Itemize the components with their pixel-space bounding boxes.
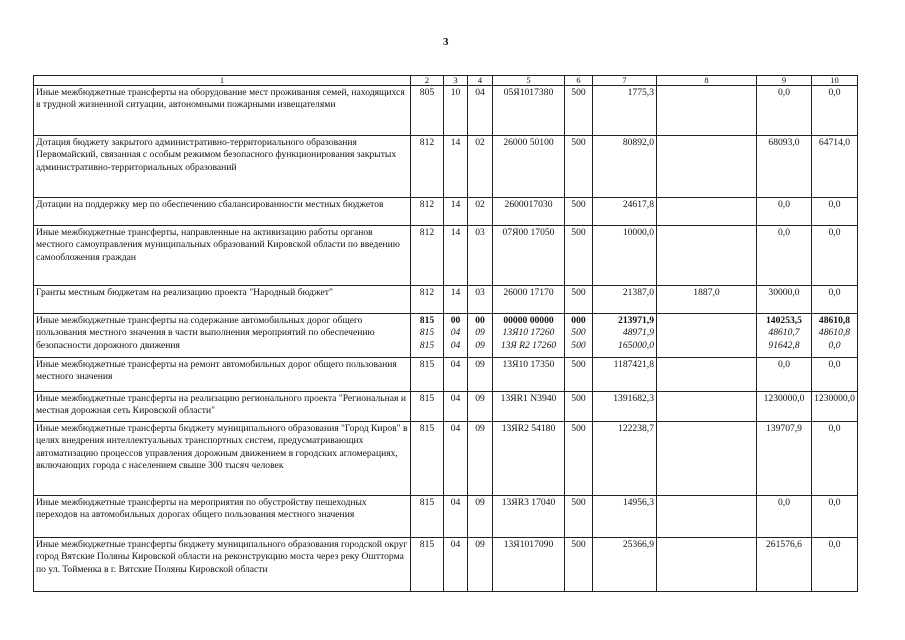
column-number-8: 8: [657, 76, 757, 86]
cell-value-c6: 500: [565, 136, 593, 198]
cell-value-c7: 21387,0: [593, 286, 657, 314]
cell-value-c4: 00: [475, 315, 485, 326]
cell-value-c10: 0,0: [812, 86, 858, 136]
cell-value-c10: 0,0: [828, 339, 841, 351]
budget-table: [33, 75, 858, 592]
cell-value-c7: 1775,3: [593, 86, 657, 136]
cell-value-c5: 13Я10 17260: [502, 327, 555, 339]
multi-value-cell: [812, 314, 858, 358]
cell-value-c7: 165000,0: [618, 339, 654, 351]
cell-value-c3: 04: [444, 392, 468, 422]
multi-value-cell: [493, 314, 565, 358]
cell-value-c8: [657, 496, 757, 538]
cell-value-c6: 500: [565, 538, 593, 592]
cell-value-c2: 812: [411, 198, 444, 226]
column-number-3: 3: [444, 76, 468, 86]
column-number-4: 4: [468, 76, 493, 86]
cell-value-c8: [657, 226, 757, 286]
column-number-6: 6: [565, 76, 593, 86]
cell-value-c9: 0,0: [757, 496, 812, 538]
cell-value-c3: 04: [450, 327, 461, 339]
cell-value-c6: 500: [571, 339, 586, 351]
cell-value-c2: 805: [411, 86, 444, 136]
cell-value-c10: 1230000,0: [812, 392, 858, 422]
cell-value-c9: 0,0: [757, 226, 812, 286]
page-number: 3: [443, 36, 449, 48]
table-row: [34, 496, 858, 538]
cell-value-c10: 48610,8: [818, 315, 851, 326]
cell-value-c4: 09: [468, 358, 493, 392]
cell-value-c10: 0,0: [812, 496, 858, 538]
cell-value-c4: 09: [468, 538, 493, 592]
cell-value-c3: 14: [444, 136, 468, 198]
cell-value-c7: 1391682,3: [593, 392, 657, 422]
cell-value-c3: 10: [444, 86, 468, 136]
cell-value-c9: 0,0: [757, 198, 812, 226]
cell-value-c3: 14: [444, 226, 468, 286]
cell-value-c9: 139707,9: [757, 422, 812, 496]
table-row: [34, 422, 858, 496]
cell-value-c7: 122238,7: [593, 422, 657, 496]
cell-value-c10: 0,0: [812, 286, 858, 314]
multi-value-cell: [444, 314, 468, 358]
cell-value-c4: 09: [468, 392, 493, 422]
multi-value-cell: [468, 314, 493, 358]
column-number-5: 5: [493, 76, 565, 86]
cell-value-c4: 03: [468, 226, 493, 286]
cell-value-c6: 500: [565, 286, 593, 314]
cell-value-c2: 815: [411, 538, 444, 592]
cell-value-c5: 2600017030: [493, 198, 565, 226]
cell-value-c5: 13ЯR3 17040: [493, 496, 565, 538]
cell-value-c7: 25366,9: [593, 538, 657, 592]
cell-value-c7: 24617,8: [593, 198, 657, 226]
cell-value-c4: 04: [468, 86, 493, 136]
cell-value-c10: 64714,0: [812, 136, 858, 198]
cell-value-c10: 0,0: [812, 198, 858, 226]
cell-value-c2: 815: [411, 496, 444, 538]
row-description: Иные межбюджетные трансферты на ремонт автомобильных дорог общего пользования местного значения: [34, 358, 411, 392]
cell-value-c9: 1230000,0: [757, 392, 812, 422]
cell-value-c7: 10000,0: [593, 226, 657, 286]
cell-value-c4: 09: [475, 327, 485, 339]
table-row: [34, 198, 858, 226]
cell-value-c9: 48610,7: [768, 327, 800, 339]
column-number-7: 7: [593, 76, 657, 86]
table-row: [34, 86, 858, 136]
cell-value-c10: 0,0: [812, 226, 858, 286]
table-row: [34, 538, 858, 592]
table-row: [34, 392, 858, 422]
row-description: Иные межбюджетные трансферты на реализацию регионального проекта "Региональная и местная дорожная сеть Кировской области": [34, 392, 411, 422]
cell-value-c4: 02: [468, 136, 493, 198]
row-description: Гранты местным бюджетам на реализацию проекта "Народный бюджет": [34, 286, 411, 314]
column-number-9: 9: [757, 76, 812, 86]
cell-value-c7: 1187421,8: [593, 358, 657, 392]
cell-value-c8: [657, 422, 757, 496]
cell-value-c5: 26000 50100: [493, 136, 565, 198]
cell-value-c2: 815: [411, 422, 444, 496]
cell-value-c5: 26000 17170: [493, 286, 565, 314]
multi-value-cell: [657, 314, 757, 358]
cell-value-c2: 812: [411, 136, 444, 198]
cell-value-c2: 815: [419, 327, 435, 339]
cell-value-c8: [657, 538, 757, 592]
cell-value-c5: 13ЯR1 N3940: [493, 392, 565, 422]
cell-value-c7: 48971,9: [622, 327, 654, 339]
cell-value-c9: 261576,6: [757, 538, 812, 592]
cell-value-c2: 812: [411, 286, 444, 314]
cell-value-c4: 09: [468, 422, 493, 496]
cell-value-c4: 03: [468, 286, 493, 314]
multi-value-cell: [411, 314, 444, 358]
row-description: Иные межбюджетные трансферты на мероприятия по обустройству пешеходных переходов на автомобильных дорогах общего пользования местного значения: [34, 496, 411, 538]
cell-value-c3: 04: [444, 496, 468, 538]
cell-value-c5: 13ЯR2 54180: [493, 422, 565, 496]
column-number-2: 2: [411, 76, 444, 86]
column-number-1: 1: [34, 76, 411, 86]
cell-value-c5: 13Я1017090: [493, 538, 565, 592]
cell-value-c6: 500: [565, 198, 593, 226]
multi-value-cell: [757, 314, 812, 358]
cell-value-c6: 500: [565, 226, 593, 286]
cell-value-c4: 02: [468, 198, 493, 226]
cell-value-c9: 140253,5: [766, 315, 802, 326]
cell-value-c6: 500: [565, 422, 593, 496]
cell-value-c8: [657, 86, 757, 136]
cell-value-c8: [657, 358, 757, 392]
table-header-row: [34, 76, 858, 86]
cell-value-c7: 80892,0: [593, 136, 657, 198]
cell-value-c6: 500: [565, 496, 593, 538]
row-description: Иные межбюджетные трансферты бюджету муниципального образования городской округ город Вятские Поляны Кировской области на реконструкцию моста через реку Оштторма по ул. Тойменка в г. Вятские Поляны Кировской области: [34, 538, 411, 592]
cell-value-c6: 000: [571, 315, 586, 326]
row-description: Иные межбюджетные трансферты, направленные на активизацию работы органов местного самоуправления муниципальных образований Кировской области по введению самообложения граждан: [34, 226, 411, 286]
cell-value-c3: 14: [444, 286, 468, 314]
cell-value-c5: 00000 00000: [503, 315, 554, 326]
cell-value-c6: 500: [565, 358, 593, 392]
cell-value-c9: 0,0: [757, 86, 812, 136]
cell-value-c10: 0,0: [812, 422, 858, 496]
cell-value-c3: 04: [444, 538, 468, 592]
cell-value-c10: 0,0: [812, 358, 858, 392]
cell-value-c5: 13Я R2 17260: [500, 339, 557, 351]
cell-value-c2: 815: [411, 392, 444, 422]
cell-value-c10: 48610,8: [818, 327, 851, 339]
cell-value-c5: 05Я1017380: [493, 86, 565, 136]
cell-value-c2: 815: [411, 358, 444, 392]
cell-value-c8: 1887,0: [657, 286, 757, 314]
cell-value-c6: 500: [565, 392, 593, 422]
row-description: Дотация бюджету закрытого административно-территориального образования Первомайский, связанная с особым режимом безопасного функционирования закрытых административно-территориальных образований: [34, 136, 411, 198]
cell-value-c2: 815: [419, 339, 435, 351]
row-description: Иные межбюджетные трансферты на оборудование мест проживания семей, находящихся в трудной жизненной ситуации, автономными пожарными извещателями: [34, 86, 411, 136]
row-description: Дотации на поддержку мер по обеспечению сбалансированности местных бюджетов: [34, 198, 411, 226]
cell-value-c2: 812: [411, 226, 444, 286]
cell-value-c3: 04: [444, 422, 468, 496]
table-row: [34, 136, 858, 198]
cell-value-c6: 500: [565, 86, 593, 136]
cell-value-c3: 00: [450, 315, 461, 326]
cell-value-c4: 09: [475, 339, 485, 351]
multi-value-cell: [565, 314, 593, 358]
multi-value-cell: [593, 314, 657, 358]
cell-value-c8: [657, 136, 757, 198]
table-row: [34, 314, 858, 358]
cell-value-c4: 09: [468, 496, 493, 538]
cell-value-c7: 213971,9: [618, 315, 654, 326]
cell-value-c3: 04: [450, 339, 461, 351]
cell-value-c8: [657, 198, 757, 226]
cell-value-c2: 815: [419, 315, 435, 326]
cell-value-c9: 0,0: [757, 358, 812, 392]
cell-value-c6: 500: [571, 327, 586, 339]
cell-value-c3: 14: [444, 198, 468, 226]
cell-value-c7: 14956,3: [593, 496, 657, 538]
cell-value-c5: 07Я00 17050: [493, 226, 565, 286]
cell-value-c3: 04: [444, 358, 468, 392]
cell-value-c8: [657, 392, 757, 422]
column-number-10: 10: [812, 76, 858, 86]
cell-value-c5: 13Я10 17350: [493, 358, 565, 392]
cell-value-c10: 0,0: [812, 538, 858, 592]
table-row: [34, 226, 858, 286]
row-description: Иные межбюджетные трансферты бюджету муниципального образования "Город Киров" в целях внедрения интеллектуальных транспортных систем, предусматривающих автоматизацию процессов управления дорожным движением в городских агломерациях, включающих города с населением свыше 300 тысяч человек: [34, 422, 411, 496]
table-row: [34, 286, 858, 314]
row-description: Иные межбюджетные трансферты на содержание автомобильных дорог общего пользования местного значения в части выполнения мероприятий по обеспечению безопасности дорожного движения: [34, 314, 411, 358]
cell-value-c9: 30000,0: [757, 286, 812, 314]
cell-value-c9: 68093,0: [757, 136, 812, 198]
table-row: [34, 358, 858, 392]
cell-value-c9: 91642,8: [768, 339, 800, 351]
